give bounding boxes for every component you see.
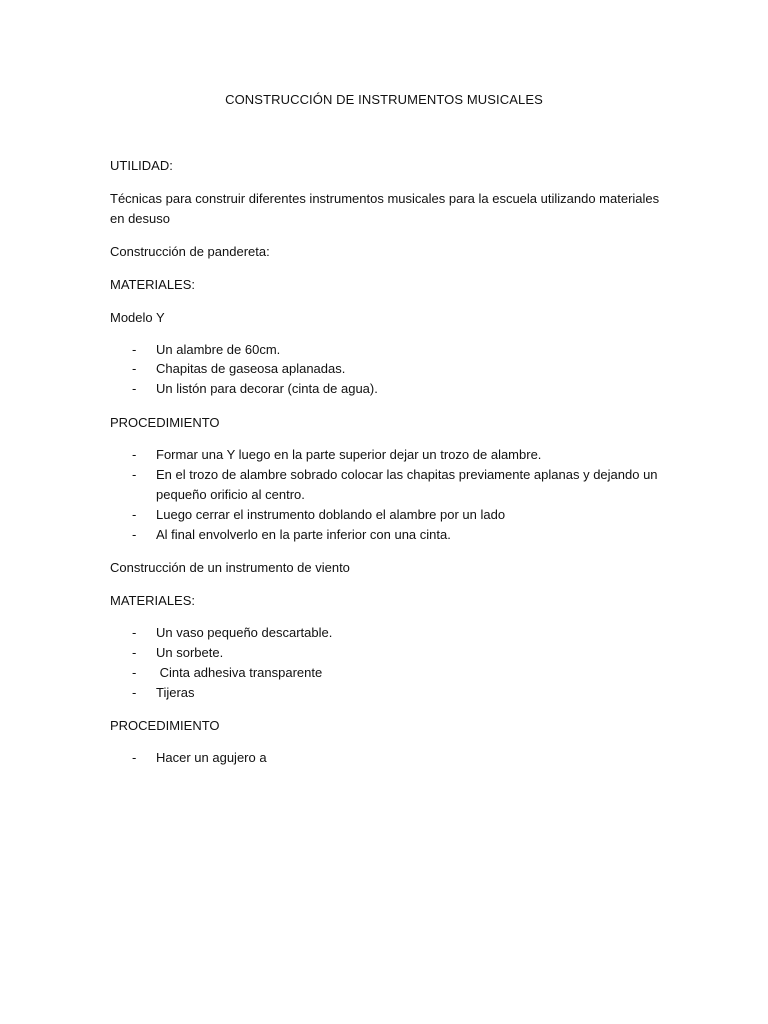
utilidad-text: Técnicas para construir diferentes instrumentos musicales para la escuela utilizando materiales en desuso — [110, 191, 660, 226]
viento-heading: Construcción de un instrumento de viento — [110, 560, 350, 575]
bullet-dash: - — [132, 625, 137, 640]
pandereta-procedimiento-heading: PROCEDIMIENTO — [110, 415, 220, 430]
bullet-dash: - — [132, 665, 137, 680]
list-item-text: Cinta adhesiva transparente — [156, 665, 323, 680]
modelo-heading: Modelo Y — [110, 310, 165, 325]
list-item-text: Tijeras — [156, 685, 195, 700]
list-item-text: Al final envolverlo en la parte inferior con una cinta. — [156, 527, 451, 542]
list-item-text: En el trozo de alambre sobrado colocar las chapitas previamente aplanas y dejando un pequeño orificio al centro. — [156, 467, 658, 502]
utilidad-heading: UTILIDAD: — [110, 158, 173, 173]
bullet-dash: - — [132, 507, 137, 522]
pandereta-heading: Construcción de pandereta: — [110, 244, 270, 259]
bullet-dash: - — [132, 467, 137, 482]
pandereta-materiales-heading: MATERIALES: — [110, 277, 196, 292]
bullet-dash: - — [132, 685, 137, 700]
bullet-dash: - — [132, 645, 137, 660]
list-item-text: Hacer un agujero a — [156, 750, 267, 765]
viento-materiales-heading: MATERIALES: — [110, 593, 196, 608]
bullet-dash: - — [132, 381, 137, 396]
list-item-text: Chapitas de gaseosa aplanadas. — [156, 361, 346, 376]
bullet-dash: - — [132, 342, 137, 357]
bullet-dash: - — [132, 447, 137, 462]
list-item-text: Un listón para decorar (cinta de agua). — [156, 381, 378, 396]
bullet-dash: - — [132, 527, 137, 542]
list-item-text: Luego cerrar el instrumento doblando el alambre por un lado — [156, 507, 506, 522]
list-item-text: Formar una Y luego en la parte superior dejar un trozo de alambre. — [156, 447, 542, 462]
list-item-text: Un sorbete. — [156, 645, 224, 660]
list-item-text: Un vaso pequeño descartable. — [156, 625, 333, 640]
list-item-text: Un alambre de 60cm. — [156, 342, 281, 357]
bullet-dash: - — [132, 750, 137, 765]
viento-procedimiento-heading: PROCEDIMIENTO — [110, 718, 220, 733]
document-title: CONSTRUCCIÓN DE INSTRUMENTOS MUSICALES — [225, 92, 543, 107]
bullet-dash: - — [132, 361, 137, 376]
